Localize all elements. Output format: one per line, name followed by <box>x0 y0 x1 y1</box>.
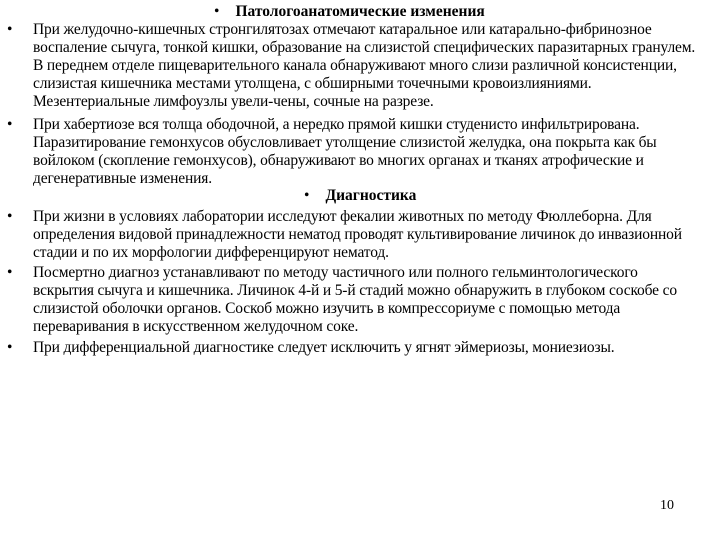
list-item <box>7 21 699 111</box>
section-heading-diagnostics <box>304 187 416 205</box>
list-item <box>7 339 699 357</box>
bullet: • <box>7 264 13 281</box>
bullet: • <box>7 339 13 356</box>
list-item-text: При хабертиозе вся толща ободочной, а нередко прямой кишки студенисто инфильтрирована. Паразитирование гемонхусов обусловливает утолщение слизистой желудка, она покрыта как бы войлоком (скопление гемонхусов), обнаруживают во многих органах и тканях атрофические и дегенеративные изменения. <box>33 116 657 187</box>
heading-text: Патологоанатомические изменения <box>235 3 485 20</box>
list-item-text: При дифференциальной диагностике следует исключить у ягнят эймериозы, мониезиозы. <box>33 339 615 356</box>
list-item-text: При желудочно-кишечных стронгилятозах отмечают катаральное или катарально-фибринозное воспаление сычуга, тонкой кишки, образование на слизистой специфических паразитарных гранулем. В переднем отделе пищеварительного канала обнаруживают много слизи различной консистенции, слизистая кишечника местами утолщена, с обширными точечными кровоизлияниями. Мезентериальные лимфоузлы увели-чены, сочные на разрезе. <box>33 21 696 110</box>
heading-text: Диагностика <box>325 187 417 204</box>
list-item-text: Посмертно диагноз устанавливают по методу частичного или полного гельминтологического вскрытия сычуга и кишечника. Личинок 4-й и 5-й стадий можно обнаружить в глубоком соскобе со слизистой оболочки органов. Соскоб можно изучить в компрессориуме с помощью метода переваривания в искусственном желудочном соке. <box>33 264 677 335</box>
list-item <box>7 208 699 262</box>
bullet: • <box>7 116 13 133</box>
bullet: • <box>7 208 13 225</box>
page-number: 10 <box>660 498 674 513</box>
section-heading-pathology <box>214 3 485 21</box>
bullet: • <box>214 3 220 20</box>
list-item <box>7 264 699 336</box>
bullet: • <box>7 21 13 38</box>
list-item-text: При жизни в условиях лаборатории исследуют фекалии животных по методу Фюллеборна. Для определения видовой принадлежности нематод проводят культивирование личинок до инвазионной стадии и по их морфологии дифференцируют нематод. <box>33 208 682 261</box>
list-item <box>7 116 699 188</box>
bullet: • <box>304 187 310 204</box>
